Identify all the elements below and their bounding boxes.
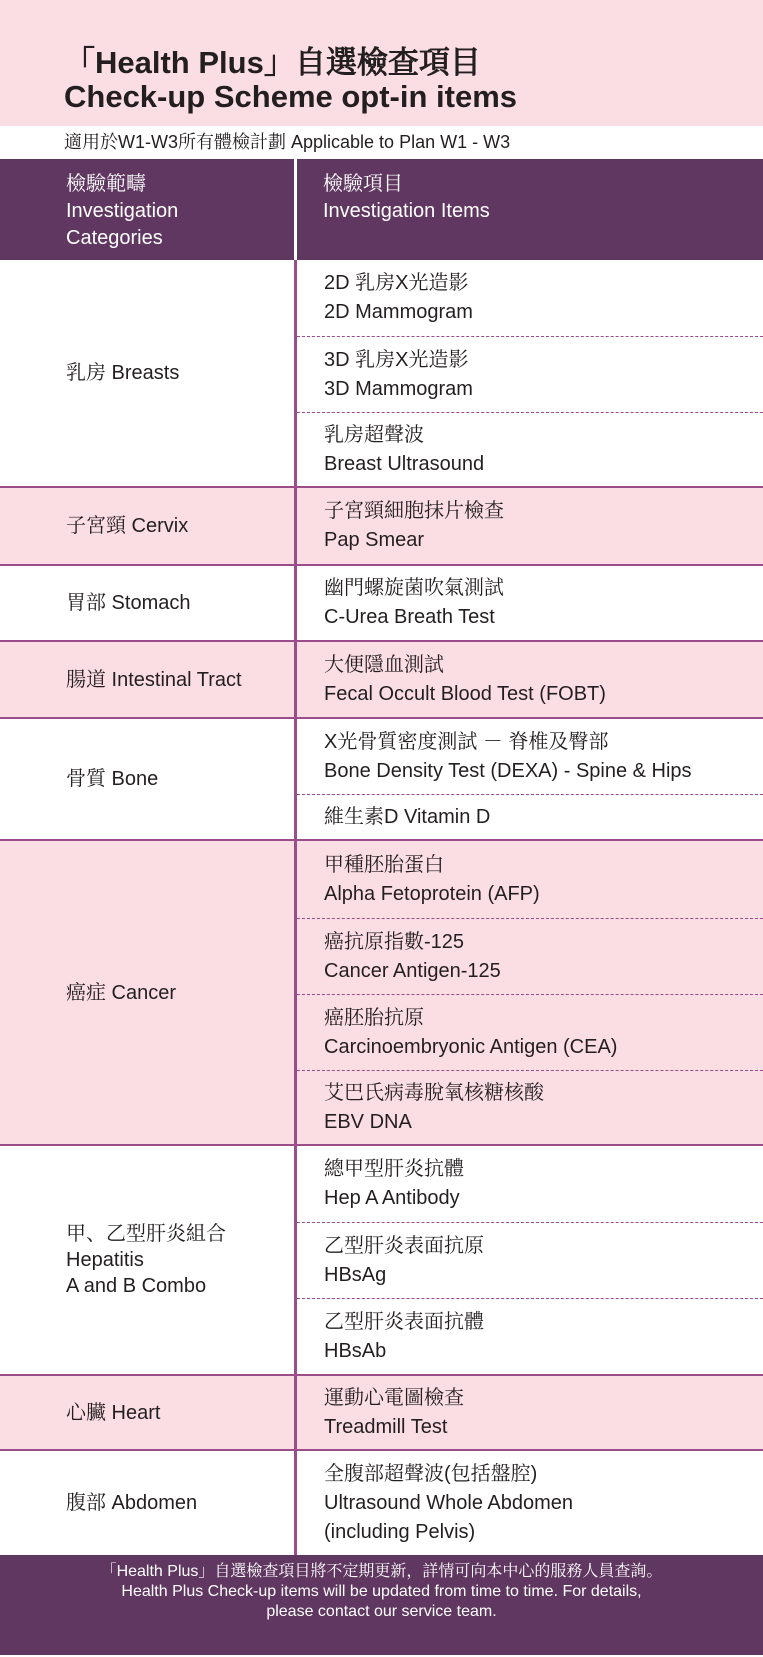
item-name-en: Pap Smear xyxy=(324,529,425,551)
list-item xyxy=(297,1146,763,1222)
item-name-en: Breast Ultrasound xyxy=(324,452,485,475)
items-cell xyxy=(297,1146,763,1374)
category-label: 子宮頸 Cervix xyxy=(66,515,189,537)
table-row-intestinal-tract xyxy=(0,642,763,719)
category-label: 癌症 Cancer xyxy=(66,981,177,1004)
items-cell xyxy=(297,1376,763,1449)
category-cell xyxy=(0,642,297,717)
category-label: 腹部 Abdomen xyxy=(66,1492,198,1514)
item-name-en: Alpha Fetoprotein (AFP) xyxy=(324,882,540,905)
footer-line-en-1: Health Plus Check-up items will be updated from time to time. For details, xyxy=(121,1583,642,1600)
category-label-line: A and B Combo xyxy=(66,1275,207,1297)
item-name-en: C-Urea Breath Test xyxy=(324,606,495,628)
list-item xyxy=(297,794,763,839)
items-cell xyxy=(297,642,763,717)
item-name-en: HBsAb xyxy=(324,1339,387,1362)
item-name-en: EBV DNA xyxy=(324,1110,412,1133)
list-item xyxy=(297,1451,763,1555)
category-label: 胃部 Stomach xyxy=(66,592,191,614)
category-label: 心臟 Heart xyxy=(66,1401,161,1424)
footer-line-en-2: please contact our service team. xyxy=(266,1603,497,1620)
table-row-hepatitis xyxy=(0,1146,763,1376)
category-label-line: Hepatitis xyxy=(66,1249,144,1271)
list-item xyxy=(297,1298,763,1374)
category-cell xyxy=(0,566,297,640)
category-cell xyxy=(0,260,297,486)
list-item xyxy=(297,336,763,412)
list-item xyxy=(297,918,763,994)
page-title-english: Check-up Scheme opt-in items xyxy=(64,79,518,114)
table-row-heart xyxy=(0,1376,763,1451)
list-item xyxy=(297,488,763,564)
column-header-items-en: Investigation Items xyxy=(323,200,490,222)
list-item xyxy=(297,260,763,336)
item-name-zh: 全腹部超聲波(包括盤腔) xyxy=(324,1462,538,1485)
items-cell xyxy=(297,566,763,640)
item-name-zh: 2D 乳房X光造影 xyxy=(324,272,469,294)
list-item xyxy=(297,1376,763,1449)
column-header-items xyxy=(297,159,763,260)
title-banner xyxy=(0,0,763,126)
item-name-zh: X光骨質密度測試 － 脊椎及臀部 xyxy=(324,730,609,753)
item-name: 維生素D Vitamin D xyxy=(324,805,491,828)
item-name-zh: 大便隱血測試 xyxy=(324,653,444,676)
item-name-en: Bone Density Test (DEXA) - Spine & Hips xyxy=(324,759,692,782)
item-name-en: HBsAg xyxy=(324,1263,387,1286)
item-name-en: Hep A Antibody xyxy=(324,1187,460,1209)
item-name-zh: 艾巴氏病毒脫氧核糖核酸 xyxy=(324,1081,544,1104)
list-item xyxy=(297,1222,763,1298)
item-name-en: Ultrasound Whole Abdomen xyxy=(324,1491,574,1514)
list-item xyxy=(297,566,763,640)
category-cell xyxy=(0,488,297,564)
table-row-stomach xyxy=(0,566,763,642)
column-header-items-zh: 檢驗項目 xyxy=(323,173,403,195)
item-name-en: Treadmill Test xyxy=(324,1415,448,1438)
list-item xyxy=(297,1070,763,1144)
table-row-cancer xyxy=(0,841,763,1146)
items-cell xyxy=(297,488,763,564)
category-cell xyxy=(0,1146,297,1374)
item-name-zh: 癌抗原指數-125 xyxy=(324,930,465,953)
category-cell xyxy=(0,1376,297,1449)
table-row-cervix xyxy=(0,488,763,566)
column-header-categories-en-2: Categories xyxy=(66,227,163,249)
page-title-chinese: 「Health Plus」自選檢查項目 xyxy=(64,45,481,80)
category-label: 腸道 Intestinal Tract xyxy=(66,668,242,691)
table-header xyxy=(0,159,763,260)
column-header-categories xyxy=(0,159,297,260)
category-cell xyxy=(0,1451,297,1555)
item-name-zh: 乙型肝炎表面抗原 xyxy=(324,1234,484,1257)
table-row-abdomen xyxy=(0,1451,763,1555)
list-item xyxy=(297,719,763,794)
list-item xyxy=(297,841,763,918)
item-name-zh: 總甲型肝炎抗體 xyxy=(324,1158,464,1180)
column-header-categories-zh: 檢驗範疇 xyxy=(66,173,146,195)
items-cell xyxy=(297,719,763,839)
category-label: 骨質 Bone xyxy=(66,768,159,790)
column-header-categories-en-1: Investigation xyxy=(66,200,179,222)
applicable-plans-note: 適用於W1-W3所有體檢計劃 Applicable to Plan W1 - W3 xyxy=(64,132,511,152)
item-name-en: 2D Mammogram xyxy=(324,301,473,323)
category-label: 乳房 Breasts xyxy=(66,362,180,384)
items-cell xyxy=(297,1451,763,1555)
item-name-zh: 癌胚胎抗原 xyxy=(324,1006,424,1029)
item-name-zh: 乙型肝炎表面抗體 xyxy=(324,1310,484,1333)
items-cell xyxy=(297,841,763,1144)
item-name-zh: 3D 乳房X光造影 xyxy=(324,348,469,371)
item-name-zh: 運動心電圖檢查 xyxy=(324,1386,464,1409)
list-item xyxy=(297,412,763,486)
list-item xyxy=(297,642,763,717)
item-name-zh: 甲種胚胎蛋白 xyxy=(324,853,444,876)
item-name-en: Fecal Occult Blood Test (FOBT) xyxy=(324,682,606,705)
item-name-en: Cancer Antigen-125 xyxy=(324,959,501,982)
category-cell xyxy=(0,841,297,1144)
footer-note xyxy=(0,1555,763,1655)
category-label-line: 甲、乙型肝炎組合 xyxy=(66,1223,226,1245)
table-row-bone xyxy=(0,719,763,841)
category-cell xyxy=(0,719,297,839)
item-name-en: Carcinoembryonic Antigen (CEA) xyxy=(324,1035,618,1058)
table-row-breasts xyxy=(0,260,763,488)
items-cell xyxy=(297,260,763,486)
item-name-zh: 幽門螺旋菌吹氣測試 xyxy=(324,577,504,599)
list-item xyxy=(297,994,763,1070)
item-name-zh: 乳房超聲波 xyxy=(324,423,424,446)
item-name-zh: 子宮頸細胞抹片檢查 xyxy=(324,500,504,522)
item-name-en-note: (including Pelvis) xyxy=(324,1520,476,1543)
item-name-en: 3D Mammogram xyxy=(324,377,473,400)
footer-line-zh: 「Health Plus」自選檢查項目將不定期更新，詳情可向本中心的服務人員查詢。 xyxy=(100,1563,663,1580)
